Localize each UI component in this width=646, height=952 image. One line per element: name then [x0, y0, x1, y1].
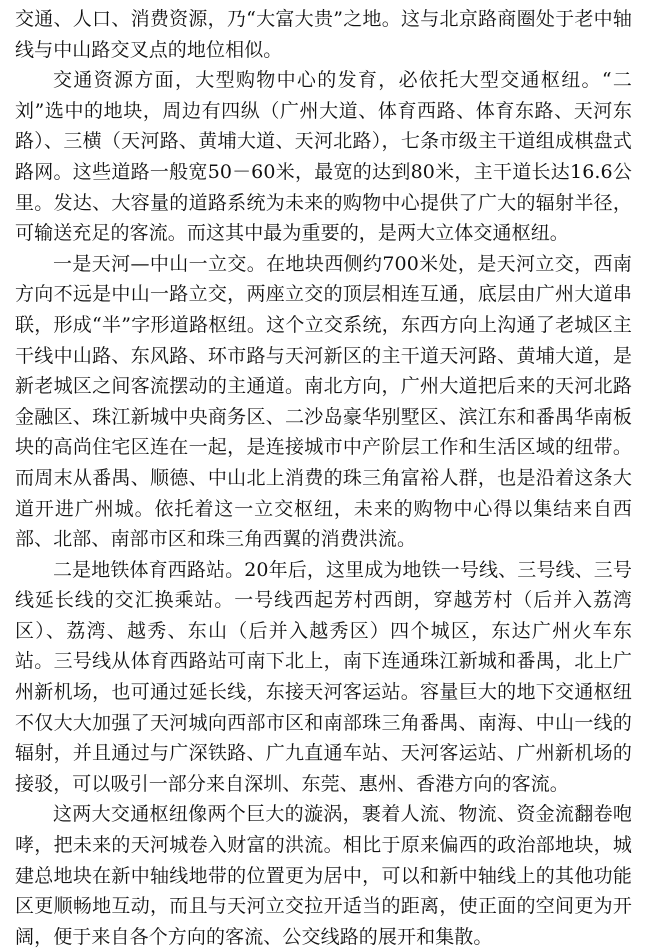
paragraph-metro-station: 二是地铁体育西路站。20年后，这里成为地铁一号线、三号线、三号线延长线的交汇换乘站。一号线西起芳村西朗，穿越芳村（后并入荔湾区）、荔湾、越秀、东山（后并入越秀区）四个城区，东达广州火车东站。三号线从体育西路站可南下北上，南下连通珠江新城和番禺，北上广州新机场，也可通过延长线，东接天河客运站。容量巨大的地下交通枢纽不仅大大加强了天河城向西部市区和南部珠三角番禺、南海、中山一线的辐射，并且通过与广深铁路、广九直通车站、天河客运站、广州新机场的接驳，可以吸引一部分来自深圳、东莞、惠州、香港方向的客流。 [15, 558, 632, 795]
paragraph-transport-resources: 交通资源方面，大型购物中心的发育，必依托大型交通枢纽。“二刘”选中的地块，周边有四纵（广州大道、体育西路、体育东路、天河东路）、三横（天河路、黄埔大道、天河北路），七条市级主干道组成棋盘式路网。这些道路一般宽50－60米，最宽的达到80米，主干道长达16.6公里。发达、大容量的道路系统为未来的购物中心提供了广大的辐射半径，可输送充足的客流。而这其中最为重要的，是两大立体交通枢纽。 [15, 69, 632, 245]
paragraph-tianhe-interchange: 一是天河—中山一立交。在地块西侧约700米处，是天河立交，西南方向不远是中山一路立交，两座立交的顶层相连互通，底层由广州大道串联，形成“半”字形道路枢纽。这个立交系统，东西方向上沟通了老城区主干线中山路、东风路、环市路与天河新区的主干道天河路、黄埔大道，是新老城区之间客流摆动的主通道。南北方向，广州大道把后来的天河北路金融区、珠江新城中央商务区、二沙岛豪华别墅区、滨江东和番禺华南板块的高尚住宅区连在一起，是连接城市中产阶层工作和生活区域的纽带。而周末从番禺、顺德、中山北上消费的珠三角富裕人群，也是沿着这条大道开进广州城。依托着这一立交枢纽，未来的购物中心得以集结来自西部、北部、南部市区和珠三角西翼的消费洪流。 [15, 252, 632, 551]
paragraph-two-hubs: 这两大交通枢纽像两个巨大的漩涡，裹着人流、物流、资金流翻卷咆哮，把未来的天河城卷入财富的洪流。相比于原来偏西的政治部地块，城建总地块在新中轴线地带的位置更为居中，可以和新中轴线上的其他功能区更顺畅地互动，而且与天河立交拉开适当的距离，使正面的空间更为开阔，便于来自各个方向的客流、公交线路的展开和集散。 [15, 803, 632, 948]
paragraph-continued: 交通、人口、消费资源，乃“大富大贵”之地。这与北京路商圈处于老中轴线与中山路交叉点的地位相似。 [15, 8, 632, 61]
